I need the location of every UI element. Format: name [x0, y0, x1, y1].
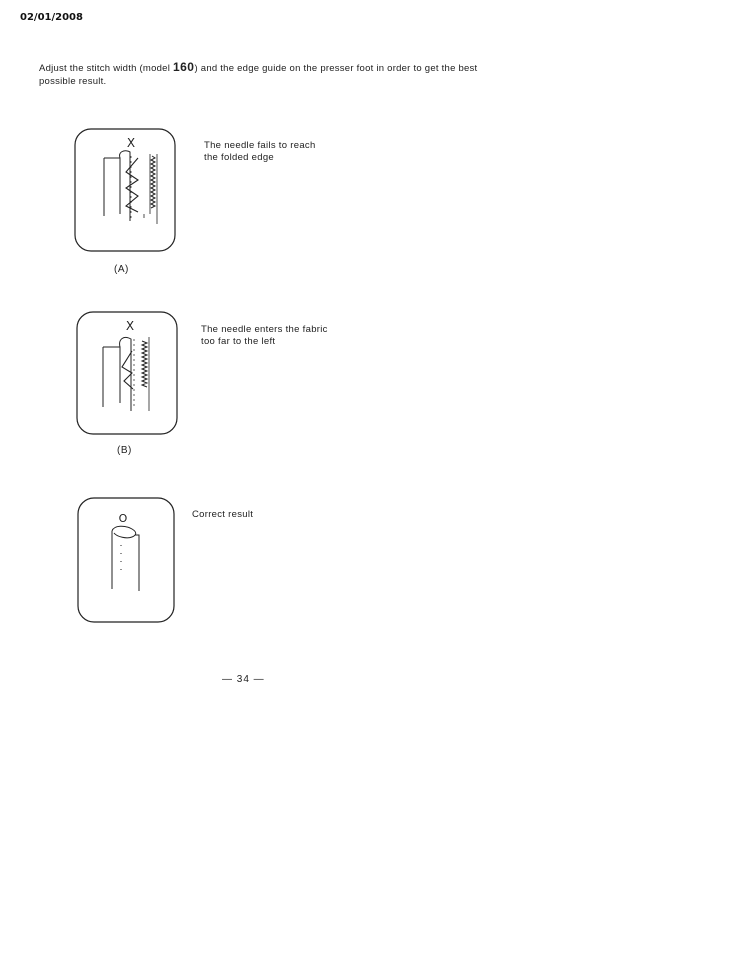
- intro-text-end: ) and the edge guide on the presser foot in order to get the best possible result.: [39, 63, 478, 87]
- figure-b-drawing: [76, 311, 180, 437]
- document-date: 02/01/2008: [20, 12, 83, 23]
- figure-a-mark: X: [126, 136, 136, 150]
- figure-b-description-line1: The needle enters the fabric: [201, 324, 328, 335]
- figure-a-description-line2: the folded edge: [204, 152, 275, 163]
- figure-b-illustration: [76, 311, 180, 437]
- figure-b-mark: X: [125, 319, 135, 333]
- figure-a-label: (A): [114, 264, 129, 275]
- intro-text-start: Adjust the stitch width (model: [39, 63, 173, 74]
- figure-b-label: (B): [117, 445, 132, 456]
- figure-a-drawing: [74, 128, 178, 254]
- figure-b-description: [201, 324, 328, 348]
- page-number: — 34 —: [222, 674, 265, 683]
- intro-paragraph: [39, 61, 479, 88]
- figure-a-description-line1: The needle fails to reach: [204, 140, 316, 151]
- figure-c-description: [192, 509, 253, 521]
- figure-c-illustration: [77, 497, 177, 625]
- figure-c-mark: O: [118, 512, 128, 525]
- figure-b-description-line2: too far to the left: [201, 336, 276, 347]
- model-number: 160: [172, 60, 195, 74]
- figure-c-description-line1: Correct result: [192, 509, 254, 520]
- figure-a-description: [204, 140, 316, 164]
- figure-a-illustration: [74, 128, 178, 254]
- figure-c-drawing: [77, 497, 177, 625]
